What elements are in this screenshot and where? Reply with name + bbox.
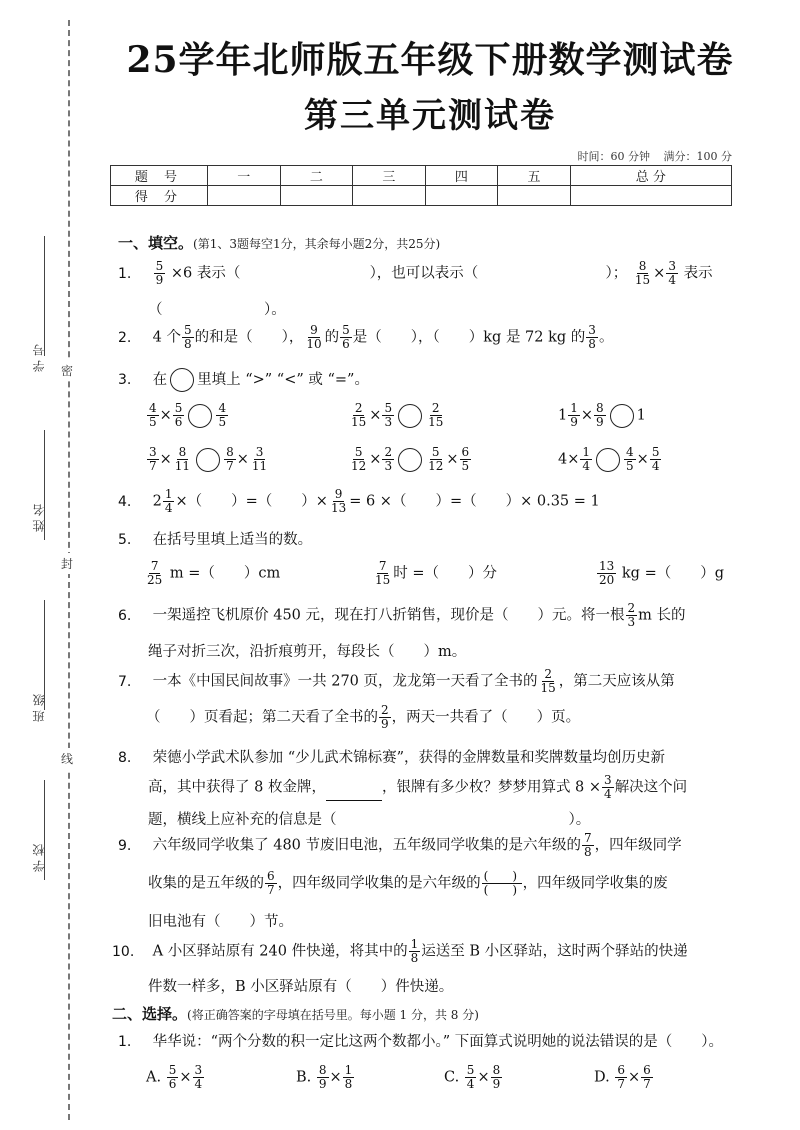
question-text: 一本《中国民间故事》一共 270 页，龙龙第一天看了全书的: [152, 673, 538, 690]
compare-circle-icon[interactable]: [398, 448, 422, 472]
score-cell[interactable]: [425, 186, 498, 206]
compare-circle-icon: [170, 368, 194, 392]
question-text: ，四年级同学收集的是六年级的: [277, 875, 481, 892]
compare-circle-icon[interactable]: [398, 404, 422, 428]
compare-item: 1 $\frac{1}{9}$ × $\frac{8}{9}$ 1: [558, 401, 646, 429]
question-1-4: 4. 2 $\frac{1}{4}$ ×（ ）=（ ）× $\frac{9}{13}$ = 6 ×（ ）=（ ）× 0.35 = 1: [118, 487, 600, 515]
question-1-1-cont: （ ）。: [148, 302, 286, 318]
score-cell[interactable]: [353, 186, 426, 206]
question-number: 1.: [118, 1034, 132, 1050]
cut-mark-feng: 封: [61, 553, 73, 574]
question-text: 在: [152, 372, 168, 388]
question-1-9-cont2: 旧电池有（ ）节。: [148, 914, 293, 930]
question-number: 8.: [118, 750, 132, 766]
question-number: 10.: [112, 943, 135, 960]
question-text: ，四年级同学收集的废: [522, 875, 668, 892]
section1-note: (第1、3题每空1分，其余每小题2分，共25分): [193, 237, 441, 251]
question-text: 。: [598, 329, 614, 346]
question-text: 收集的是五年级的: [148, 875, 264, 892]
question-text: 华华说：“两个分数的积一定比这两个数都小。” 下面算式说明她的说法错误的是（ ）。: [152, 1034, 724, 1050]
option-label: A.: [146, 1069, 162, 1086]
score-header-cell: 总 分: [570, 166, 731, 186]
name-label: 姓名: [32, 500, 46, 532]
class-label: 班级: [32, 690, 46, 722]
unit-conversion-item: $\frac{13}{20}$ kg =（ ）g: [599, 559, 724, 587]
fraction: $\frac{8}{15}$: [634, 259, 651, 287]
fraction: $\frac{3}{8}$: [588, 323, 596, 351]
exam-meta: [568, 148, 733, 164]
question-number: 7.: [118, 673, 132, 690]
page-title: 25学年北师版五年级下册数学测试卷: [126, 39, 734, 81]
question-1-5: [118, 528, 312, 549]
question-1-6-cont: 绳子对折三次，沿折痕剪开，每段长（ ）m。: [148, 644, 467, 660]
score-cell[interactable]: [208, 186, 281, 206]
question-number: 1.: [118, 265, 132, 282]
question-1-7: 7. 一本《中国民间故事》一共 270 页，龙龙第一天看了全书的 $\frac{2}{15}$ ，第二天应该从第: [118, 667, 675, 695]
question-number: 3.: [118, 372, 132, 388]
question-1-10-cont: 件数一样多，B 小区驿站原有（ ）件快递。: [148, 979, 454, 995]
question-text: 是（ ），（ ）kg 是 72 kg 的: [352, 329, 586, 346]
question-text: 里填上 “>” “<” 或 “=”。: [197, 372, 369, 388]
question-text: ×（ ）=（ ）×: [175, 493, 328, 510]
question-text: 时 =（ ）分: [393, 565, 498, 582]
compare-item: 4× $\frac{1}{4}$ $\frac{4}{5}$ × $\frac{5}{4}$: [558, 445, 660, 473]
compare-item: $\frac{4}{5}$ × $\frac{5}{6}$ $\frac{4}{5}$: [149, 401, 227, 429]
question-1-2: [118, 324, 613, 351]
unit-conversion-item: $\frac{7}{25}$ m =（ ）cm: [147, 559, 281, 587]
compare-item: $\frac{3}{7}$ × $\frac{8}{11}$ $\frac{8}{7}$ × $\frac{3}{11}$: [149, 445, 268, 473]
question-number: 4.: [118, 493, 132, 510]
question-text: 一架遥控飞机原价 450 元，现在打八折销售，现价是（ ）元。将一根: [152, 607, 625, 624]
question-number: 2.: [118, 329, 132, 346]
question-text: 高，其中获得了 8 枚金牌，: [148, 779, 326, 796]
compare-item: $\frac{5}{12}$ × $\frac{2}{3}$ $\frac{5}{12}$ × $\frac{6}{5}$: [351, 445, 470, 473]
question-text: 在括号里填上适当的数。: [152, 532, 313, 548]
question-text: （ ）页看起；第二天看了全书的: [146, 709, 378, 726]
question-text: A 小区驿站原有 240 件快递，将其中的: [152, 943, 408, 960]
exam-full-score: 满分：100 分: [663, 150, 732, 163]
section1-heading-row: [118, 232, 440, 253]
fraction: $\frac{5}{8}$: [183, 323, 192, 351]
question-text: m 长的: [638, 607, 686, 624]
option-label: C.: [444, 1069, 460, 1086]
question-text: 的: [324, 329, 340, 346]
question-text: ×6 表示（: [170, 265, 241, 282]
compare-circle-icon[interactable]: [196, 448, 220, 472]
question-1-10: 10. A 小区驿站原有 240 件快递，将其中的 $\frac{1}{8}$ 运送至 B 小区驿站，这时两个驿站的快递: [112, 937, 688, 965]
question-text: 六年级同学收集了 480 节废旧电池，五年级同学收集的是六年级的: [152, 837, 582, 854]
school-label: 学校: [32, 840, 46, 872]
question-text: kg =（ ）g: [621, 565, 724, 582]
score-table-score-row: [111, 186, 732, 206]
question-number: 6.: [118, 607, 132, 624]
student-id-label: 学号: [32, 340, 46, 372]
score-cell[interactable]: [498, 186, 571, 206]
student-id-line: [44, 236, 45, 356]
question-2-1: [118, 1030, 723, 1051]
compare-circle-icon[interactable]: [188, 404, 212, 428]
fraction: $\frac{5}{9}$: [155, 259, 164, 287]
question-1-6: 6. 一架遥控飞机原价 450 元，现在打八折销售，现价是（ ）元。将一根 $\frac{2}{3}$ m 长的: [118, 601, 686, 629]
answer-underline[interactable]: [326, 786, 382, 801]
compare-circle-icon[interactable]: [596, 448, 620, 472]
score-cell[interactable]: [570, 186, 731, 206]
section2-note: (将正确答案的字母填在括号里。每小题 1 分，共 8 分): [187, 1008, 479, 1022]
question-text: 运送至 B 小区驿站，这时两个驿站的快递: [421, 943, 688, 960]
score-table: [110, 165, 732, 206]
exam-time: 时间：60 分钟: [577, 150, 650, 163]
question-1-8-cont: 高，其中获得了 8 枚金牌， ，银牌有多少枚？梦梦用算式 8 × $\frac{3}{4}$ 解决这个问: [148, 773, 688, 801]
question-1-8: [118, 746, 665, 767]
cut-mark-mi: 密: [61, 360, 73, 381]
page-subtitle: 第三单元测试卷: [304, 96, 556, 136]
question-text: ），也可以表示（: [369, 265, 479, 282]
section2-heading-row: [112, 1003, 479, 1024]
score-header-cell: 四: [425, 166, 498, 186]
question-text: 4 个: [152, 329, 181, 346]
score-row-label: 得 分: [111, 186, 208, 206]
question-text: 2: [152, 493, 162, 510]
score-header-cell: 一: [208, 166, 281, 186]
question-text: ）；: [605, 265, 628, 282]
question-1-8-cont2: 题，横线上应补充的信息是（ ）。: [148, 812, 591, 828]
fraction: $\frac{5}{6}$: [342, 323, 350, 351]
score-header-cell: 二: [280, 166, 353, 186]
score-cell[interactable]: [280, 186, 353, 206]
score-header-label: 题 号: [111, 166, 208, 186]
answer-fraction-blank[interactable]: $\frac{( )}{( )}$: [482, 870, 522, 897]
question-text: 表示: [683, 265, 713, 282]
option-a[interactable]: A. $\frac{5}{6}$ × $\frac{3}{4}$: [146, 1063, 203, 1091]
question-text: ，四年级同学: [594, 837, 682, 854]
unit-conversion-item: $\frac{7}{15}$ 时 =（ ）分: [375, 559, 498, 587]
fraction: $\frac{9}{10}$: [306, 323, 322, 351]
option-label: B.: [296, 1069, 312, 1086]
score-table-header-row: [111, 166, 732, 186]
question-text: ，两天一共看了（ ）页。: [391, 709, 581, 726]
question-1-7-cont: （ ）页看起；第二天看了全书的 $\frac{2}{9}$ ，两天一共看了（ ）页。: [146, 703, 581, 731]
question-number: 9.: [118, 837, 132, 854]
question-text: m =（ ）cm: [169, 565, 281, 582]
question-1-9-cont: 收集的是五年级的 $\frac{6}{7}$ ，四年级同学收集的是六年级的 $\frac{( )}{( )}$ ，四年级同学收集的废: [148, 869, 668, 897]
section1-heading: 一、填空。: [118, 234, 194, 252]
question-text: 荣德小学武术队参加 “少儿武术锦标赛”，获得的金牌数量和奖牌数量均创历史新: [152, 750, 666, 766]
score-header-cell: 五: [498, 166, 571, 186]
question-number: 5.: [118, 532, 132, 548]
compare-circle-icon[interactable]: [610, 404, 634, 428]
question-1-3: [118, 368, 369, 392]
compare-item: $\frac{2}{15}$ × $\frac{5}{3}$ $\frac{2}{15}$: [351, 401, 444, 429]
option-b[interactable]: B. $\frac{8}{9}$ × $\frac{1}{8}$: [296, 1063, 353, 1091]
question-text: 的和是（ ），: [194, 329, 304, 346]
cut-mark-xian: 线: [61, 748, 73, 769]
question-1-1: 1. $\frac{5}{9}$ ×6 表示（ ），也可以表示（ ）； $\frac{8}{15}$ × $\frac{3}{4}$ 表示: [118, 259, 713, 287]
question-text: 解决这个问: [614, 779, 688, 796]
option-label: D.: [594, 1069, 610, 1086]
question-text: ，第二天应该从第: [558, 673, 675, 690]
fraction: $\frac{3}{4}$: [668, 259, 676, 287]
question-1-9: 9. 六年级同学收集了 480 节废旧电池，五年级同学收集的是六年级的 $\frac{7}{8}$ ，四年级同学: [118, 831, 682, 859]
option-c[interactable]: C. $\frac{5}{4}$ × $\frac{8}{9}$: [444, 1063, 501, 1091]
section2-heading: 二、选择。: [112, 1005, 188, 1023]
question-text: ，银牌有多少枚？梦梦用算式 8 ×: [381, 779, 602, 796]
option-d[interactable]: D. $\frac{6}{7}$ × $\frac{6}{7}$: [594, 1063, 651, 1091]
score-header-cell: 三: [353, 166, 426, 186]
question-text: = 6 ×（ ）=（ ）× 0.35 = 1: [349, 493, 600, 510]
